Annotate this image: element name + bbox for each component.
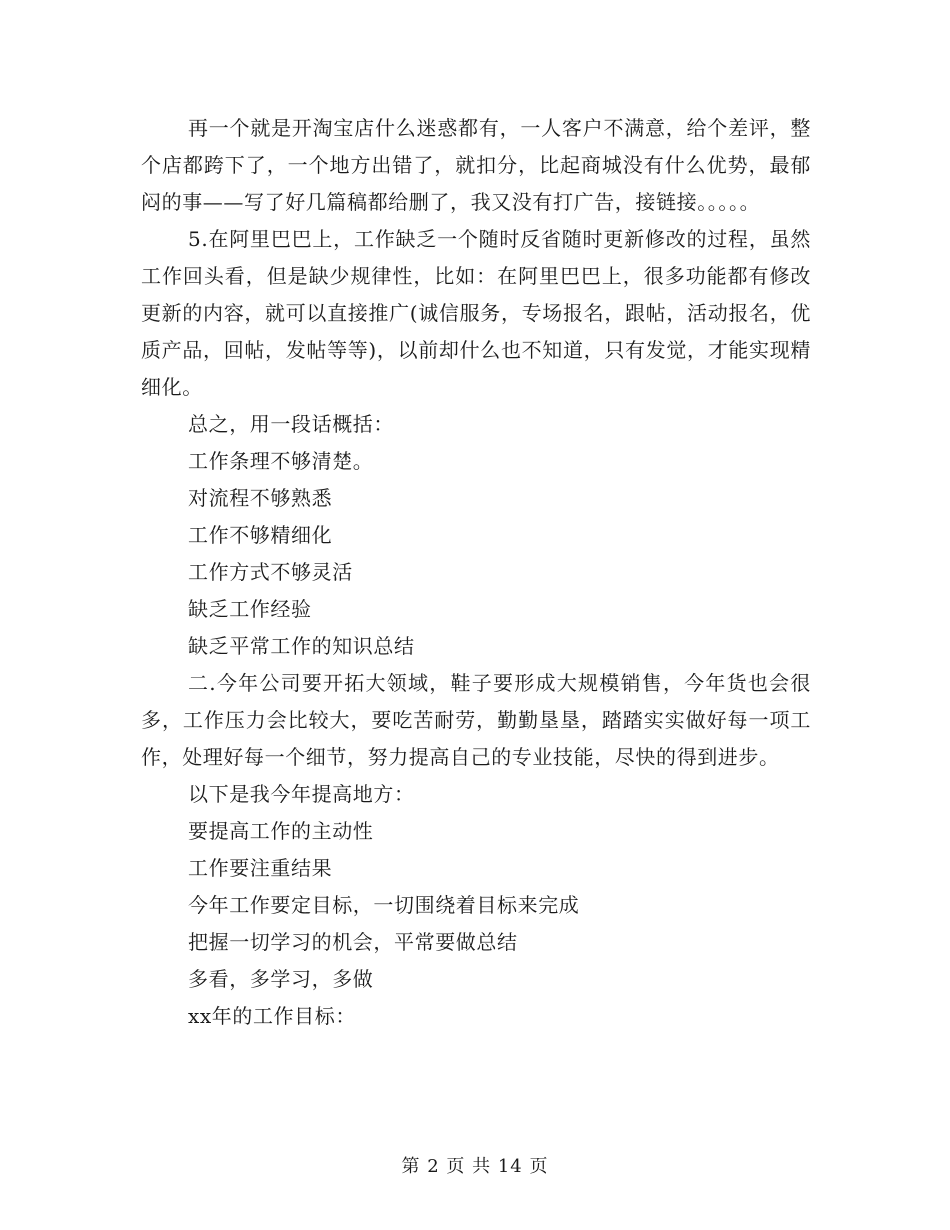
list-item: 要提高工作的主动性	[188, 819, 374, 843]
list-item: 工作要注重结果	[188, 856, 333, 880]
paragraph-alibaba-process: 5.在阿里巴巴上，工作缺乏一个随时反省随时更新修改的过程，虽然工作回头看，但是缺少规律性，比如：在阿里巴巴上，很多功能都有修改更新的内容，就可以直接推广(诚信服务，专场报名，跟帖，活动报名，优质产品，回帖，发帖等等)，以前却什么也不知道，只有发觉，才能实现精细化。	[141, 227, 811, 399]
list-item: 对流程不够熟悉	[188, 486, 333, 510]
paragraph-taobao-issues: 再一个就是开淘宝店什么迷惑都有，一人客户不满意，给个差评，整个店都跨下了，一个地方出错了，就扣分，比起商城没有什么优势，最郁闷的事——写了好几篇稿都给删了，我又没有打广告，接链接。。。。。	[141, 116, 811, 214]
list-item: 把握一切学习的机会，平常要做总结	[188, 930, 518, 954]
paragraph-section-two: 二.今年公司要开拓大领域，鞋子要形成大规模销售，今年货也会很多，工作压力会比较大，要吃苦耐劳，勤勤垦垦，踏踏实实做好每一项工作，处理好每一个细节，努力提高自己的专业技能，尽快的得到进步。	[141, 671, 811, 769]
list-item: 多看，多学习，多做	[188, 967, 374, 991]
list-item: 工作条理不够清楚。	[188, 449, 374, 473]
list-item: 工作方式不够灵活	[188, 560, 353, 584]
list-item: 工作不够精细化	[188, 523, 333, 547]
summary-intro: 总之，用一段话概括：	[188, 412, 394, 436]
list-item: 缺乏平常工作的知识总结	[188, 634, 415, 658]
goals-heading: xx年的工作目标：	[188, 1004, 356, 1028]
document-body	[141, 110, 811, 1035]
list-item: 今年工作要定目标，一切围绕着目标来完成	[188, 893, 580, 917]
improvements-intro: 以下是我今年提高地方：	[188, 782, 415, 806]
list-item: 缺乏工作经验	[188, 597, 312, 621]
page-number-footer: 第 2 页 共 14 页	[401, 1156, 549, 1177]
